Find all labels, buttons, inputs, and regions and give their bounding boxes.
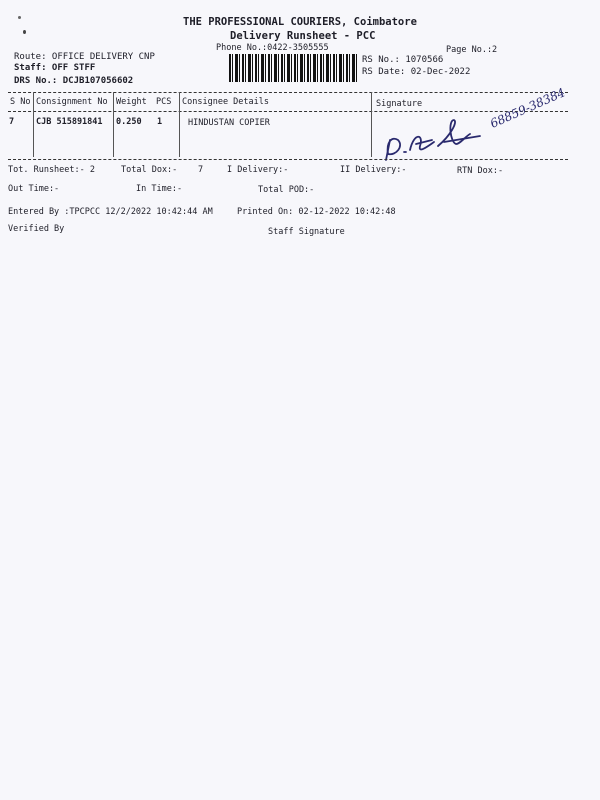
row-pcs: 1 bbox=[157, 117, 163, 127]
col-divider bbox=[33, 92, 34, 157]
table-top-rule bbox=[8, 92, 568, 93]
scan-mark bbox=[23, 30, 26, 34]
printed-on: Printed On: 02-12-2022 10:42:48 bbox=[237, 207, 396, 217]
i-delivery: I Delivery:- bbox=[227, 165, 289, 175]
row-sno: 7 bbox=[9, 117, 15, 127]
document-title: Delivery Runsheet - PCC bbox=[230, 30, 376, 42]
handwritten-phone-text: 68859-38384 bbox=[488, 85, 568, 131]
ii-delivery: II Delivery:- bbox=[340, 165, 407, 175]
col-header-sno: S No bbox=[10, 97, 31, 107]
company-name: THE PROFESSIONAL COURIERS, Coimbatore bbox=[183, 16, 417, 28]
col-header-signature: Signature bbox=[376, 99, 423, 109]
drs-number: DRS No.: DCJB107056602 bbox=[14, 76, 134, 86]
total-pod: Total POD:- bbox=[258, 185, 315, 195]
col-divider bbox=[113, 92, 114, 157]
route: Route: OFFICE DELIVERY CNP bbox=[14, 52, 155, 62]
verified-by: Verified By bbox=[8, 224, 65, 234]
phone-number: Phone No.:0422-3505555 bbox=[216, 43, 329, 53]
col-header-consignment: Consignment No bbox=[36, 97, 108, 107]
rs-number: RS No.: 1070566 bbox=[362, 55, 444, 65]
handwritten-signature bbox=[380, 112, 495, 162]
rs-date: RS Date: 02-Dec-2022 bbox=[362, 67, 471, 77]
rtn-dox: RTN Dox:- bbox=[457, 166, 504, 176]
total-dox-label: Total Dox:- bbox=[121, 165, 178, 175]
col-header-weight: Weight bbox=[116, 97, 147, 107]
tot-runsheet: Tot. Runsheet:- 2 bbox=[8, 165, 95, 175]
col-divider bbox=[179, 92, 180, 157]
row-consignment: CJB 515891841 bbox=[36, 117, 103, 127]
staff-signature: Staff Signature bbox=[268, 227, 345, 237]
staff: Staff: OFF STFF bbox=[14, 63, 96, 73]
page-number: Page No.:2 bbox=[446, 45, 498, 55]
total-dox-value: 7 bbox=[198, 165, 204, 175]
in-time: In Time:- bbox=[136, 184, 183, 194]
table-bottom-rule bbox=[8, 159, 568, 160]
col-header-pcs: PCS bbox=[156, 97, 172, 107]
col-header-consignee: Consignee Details bbox=[182, 97, 269, 107]
barcode bbox=[229, 54, 357, 82]
entered-by: Entered By :TPCPCC 12/2/2022 10:42:44 AM bbox=[8, 207, 213, 217]
row-weight: 0.250 bbox=[116, 117, 142, 127]
row-consignee: HINDUSTAN COPIER bbox=[188, 118, 270, 128]
col-divider bbox=[371, 92, 372, 157]
scan-mark bbox=[18, 16, 21, 19]
out-time: Out Time:- bbox=[8, 184, 60, 194]
